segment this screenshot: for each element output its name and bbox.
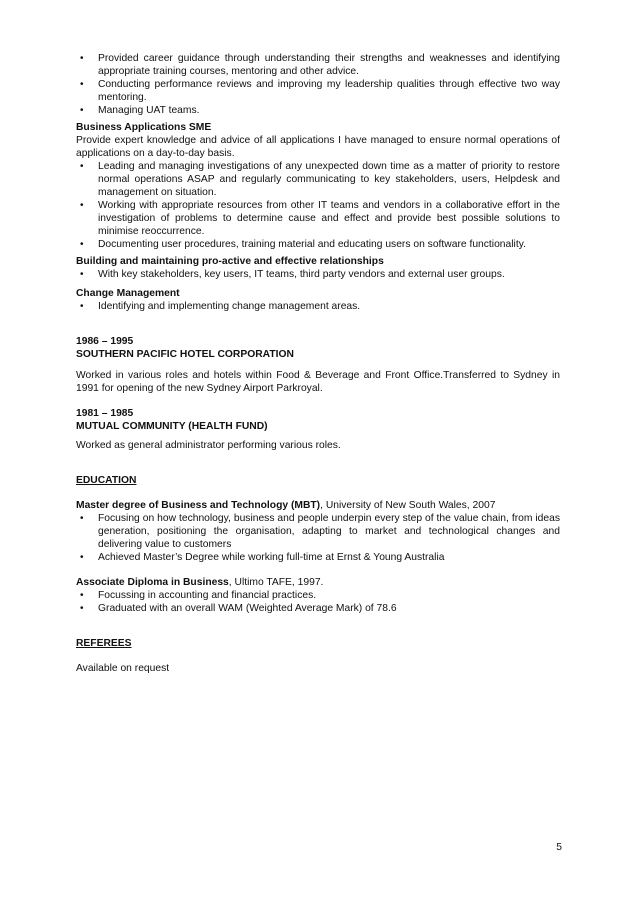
relationships-bullet-list [76,268,560,281]
list-item: • Conducting performance reviews and improving my leadership qualities through effective two way mentoring. [80,79,560,103]
job1-description: Worked in various roles and hotels within Food & Beverage and Front Office.Transferred to Sydney in 1991 for opening of the new Sydney Airport Parkroyal. [76,370,560,394]
list-item: • Managing UAT teams. [80,105,200,116]
diploma-line [76,576,560,589]
job2-dates: 1981 – 1985 [76,408,134,419]
masters-detail: , University of New South Wales, 2007 [320,500,496,511]
sme-heading: Business Applications SME [76,122,212,133]
bullet-icon: • [80,603,84,614]
list-item: • Focussing in accounting and financial practices. [80,590,317,601]
list-item: • Documenting user procedures, training material and educating users on software functionality. [80,239,526,250]
change-heading: Change Management [76,288,180,299]
masters-line [76,499,560,512]
list-item: • Graduated with an overall WAM (Weighted Average Mark) of 78.6 [80,603,397,614]
change-bullet-list [76,300,560,313]
bullet-icon: • [80,200,84,211]
masters-bullet-list [76,512,560,564]
bullet-icon: • [80,53,84,64]
bullet-icon: • [80,552,84,563]
bullet-icon: • [80,239,84,250]
bullet-icon: • [80,301,84,312]
list-item: • Working with appropriate resources from other IT teams and vendors in a collaborative effort in the investigation of problems to determine cause and effect and provide best possible solutions to minimise reoccurrence. [80,200,560,237]
page-number: 5 [556,842,562,853]
list-item: • With key stakeholders, key users, IT teams, third party vendors and external user groups. [80,269,505,280]
bullet-icon: • [80,105,84,116]
diploma-title: Associate Diploma in Business [76,577,229,588]
relationships-heading: Building and maintaining pro-active and effective relationships [76,256,384,267]
job1-company: SOUTHERN PACIFIC HOTEL CORPORATION [76,349,294,360]
list-item: • Leading and managing investigations of any unexpected down time as a matter of priority to restore normal operations ASAP and regularly communicating to key stakeholders, users, Helpdesk and management on situation. [80,161,560,198]
job1-dates: 1986 – 1995 [76,336,134,347]
list-item: • Provided career guidance through understanding their strengths and weaknesses and identifying appropriate training courses, mentoring and other advice. [80,53,560,77]
top-bullet-list [76,52,560,117]
masters-title: Master degree of Business and Technology (MBT) [76,500,321,511]
referees-heading: REFEREES [76,638,132,649]
bullet-icon: • [80,79,84,90]
list-item: • Focusing on how technology, business and people underpin every step of the value chain, from ideas generation, positioning the organisation, adapting to market and technological changes and delivering value to customers [80,513,560,550]
bullet-icon: • [80,269,84,280]
bullet-icon: • [80,590,84,601]
diploma-bullet-list [76,589,560,615]
job2-company: MUTUAL COMMUNITY (HEALTH FUND) [76,421,268,432]
education-heading: EDUCATION [76,475,137,486]
resume-page [76,52,560,675]
job2-description: Worked as general administrator performing various roles. [76,440,341,451]
bullet-icon: • [80,513,84,524]
referees-text: Available on request [76,663,170,674]
sme-bullet-list [76,160,560,251]
list-item: • Achieved Master’s Degree while working full-time at Ernst & Young Australia [80,552,445,563]
list-item: • Identifying and implementing change management areas. [80,301,361,312]
bullet-icon: • [80,161,84,172]
sme-intro: Provide expert knowledge and advice of all applications I have managed to ensure normal operations of applications on a day-to-day basis. [76,135,560,159]
diploma-detail: , Ultimo TAFE, 1997. [228,577,324,588]
